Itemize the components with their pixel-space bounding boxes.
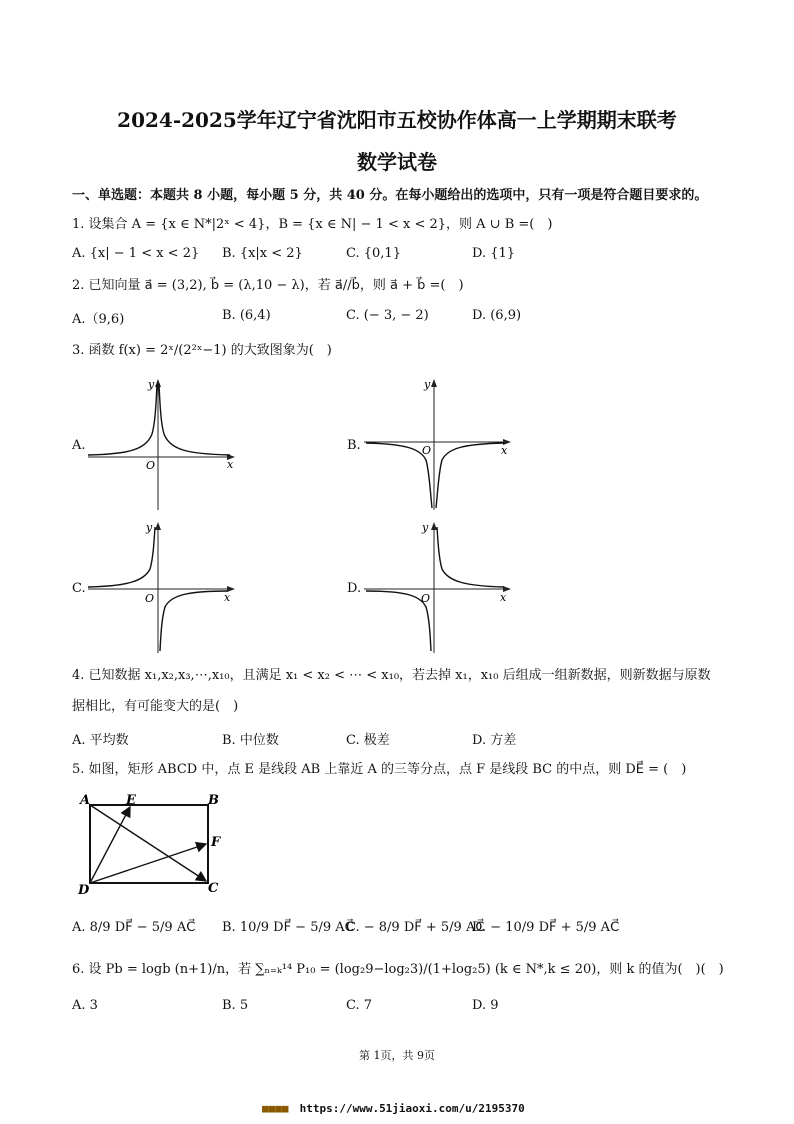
graph-b-origin-label: O: [422, 444, 432, 457]
graph-c: [88, 519, 243, 653]
graph-b-x-label: x: [501, 444, 508, 457]
rectangle-figure: [72, 788, 232, 898]
label-f: F: [211, 835, 221, 850]
q6-option-a: A. 3: [72, 998, 98, 1013]
watermark-bar: [262, 1097, 525, 1116]
section-heading: 一、单选题：本题共 8 小题，每小题 5 分，共 40 分。在每小题给出的选项中，只有一项是符合题目要求的。: [72, 188, 708, 203]
question-4-stem: 4. 已知数据 x₁,x₂,x₃,⋯,x₁₀，且满足 x₁ < x₂ < ⋯ < x₁₀，若去掉 x₁，x₁₀ 后组成一组新数据，则新数据与原数: [72, 668, 711, 683]
document-subtitle: 数学试卷: [357, 150, 437, 174]
q5-option-b: B. 10/9 DF⃗ − 5/9 AC⃗: [222, 920, 354, 935]
document-title: 2024-2025学年辽宁省沈阳市五校协作体高一上学期期末联考: [117, 108, 677, 132]
graph-c-y-label: y: [146, 521, 153, 534]
q2-option-d: D. (6,9): [472, 308, 522, 323]
label-e: E: [126, 793, 136, 808]
graph-c-origin-label: O: [145, 592, 155, 605]
q3-option-c: C.: [72, 581, 86, 596]
graph-b-y-label: y: [424, 378, 431, 391]
label-a: A: [80, 793, 91, 808]
q5-option-c: C. − 8/9 DF⃗ + 5/9 AC⃗: [346, 920, 485, 935]
q4-option-d: D. 方差: [472, 733, 517, 748]
graph-a-x-label: x: [227, 458, 234, 471]
graph-d-x-label: x: [500, 591, 507, 604]
q2-option-a: A.（9,6): [72, 312, 125, 327]
watermark-mark: ■■■■: [262, 1102, 289, 1115]
q2-option-c: C. (− 3, − 2): [346, 308, 429, 323]
q3-option-d: D.: [347, 581, 362, 596]
q4-option-b: B. 中位数: [222, 733, 279, 748]
graph-a-origin-label: O: [146, 459, 156, 472]
q6-option-c: C. 7: [346, 998, 373, 1013]
label-d: D: [78, 883, 90, 898]
q5-option-a: A. 8/9 DF⃗ − 5/9 AC⃗: [72, 920, 196, 935]
question-4-stem-cont: 据相比，有可能变大的是( ): [72, 699, 239, 714]
page-number: 第 1页，共 9页: [359, 1049, 435, 1062]
q5-option-d: D. − 10/9 DF⃗ + 5/9 AC⃗: [472, 920, 620, 935]
q6-option-b: B. 5: [222, 998, 249, 1013]
graph-d-origin-label: O: [421, 592, 431, 605]
graph-d-y-label: y: [422, 521, 429, 534]
graph-a: [88, 376, 243, 510]
q3-option-a: A.: [72, 438, 86, 453]
graph-d: [364, 519, 519, 653]
q1-option-b: B. {x|x < 2}: [222, 246, 303, 261]
graph-c-x-label: x: [224, 591, 231, 604]
q1-option-a: A. {x| − 1 < x < 2}: [72, 246, 200, 261]
question-6-stem: 6. 设 Pb = logb (n+1)/n，若 ∑ₙ₌ₖ¹⁴ P₁₀ = (log₂9−log₂3)/(1+log₂5) (k ∈ N*,k ≤ 20)，则 k 的值为( )( ): [72, 962, 724, 977]
q4-option-c: C. 极差: [346, 733, 390, 748]
question-5-stem: 5. 如图，矩形 ABCD 中，点 E 是线段 AB 上靠近 A 的三等分点，点 F 是线段 BC 的中点，则 DE⃗ = ( ): [72, 762, 687, 777]
graph-b: [364, 376, 519, 510]
label-b: B: [208, 793, 219, 808]
q1-option-c: C. {0,1}: [346, 246, 401, 261]
q4-option-a: A. 平均数: [72, 733, 129, 748]
question-3-stem: 3. 函数 f(x) = 2ˣ/(2²ˣ−1) 的大致图象为( ): [72, 343, 332, 358]
q1-option-d: D. {1}: [472, 246, 516, 261]
label-c: C: [208, 881, 219, 896]
q3-option-b: B.: [347, 438, 361, 453]
q2-option-b: B. (6,4): [222, 308, 271, 323]
question-2-stem: 2. 已知向量 a⃗ = (3,2), b⃗ = (λ,10 − λ)，若 a⃗//b⃗，则 a⃗ + b⃗ =( ): [72, 278, 464, 293]
q6-option-d: D. 9: [472, 998, 499, 1013]
graph-a-y-label: y: [148, 378, 155, 391]
question-1-stem: 1. 设集合 A = {x ∈ N*|2ˣ < 4}，B = {x ∈ N| − 1 < x < 2}，则 A ∪ B =( ): [72, 217, 553, 232]
watermark-url[interactable]: https://www.51jiaoxi.com/u/2195370: [299, 1102, 525, 1115]
